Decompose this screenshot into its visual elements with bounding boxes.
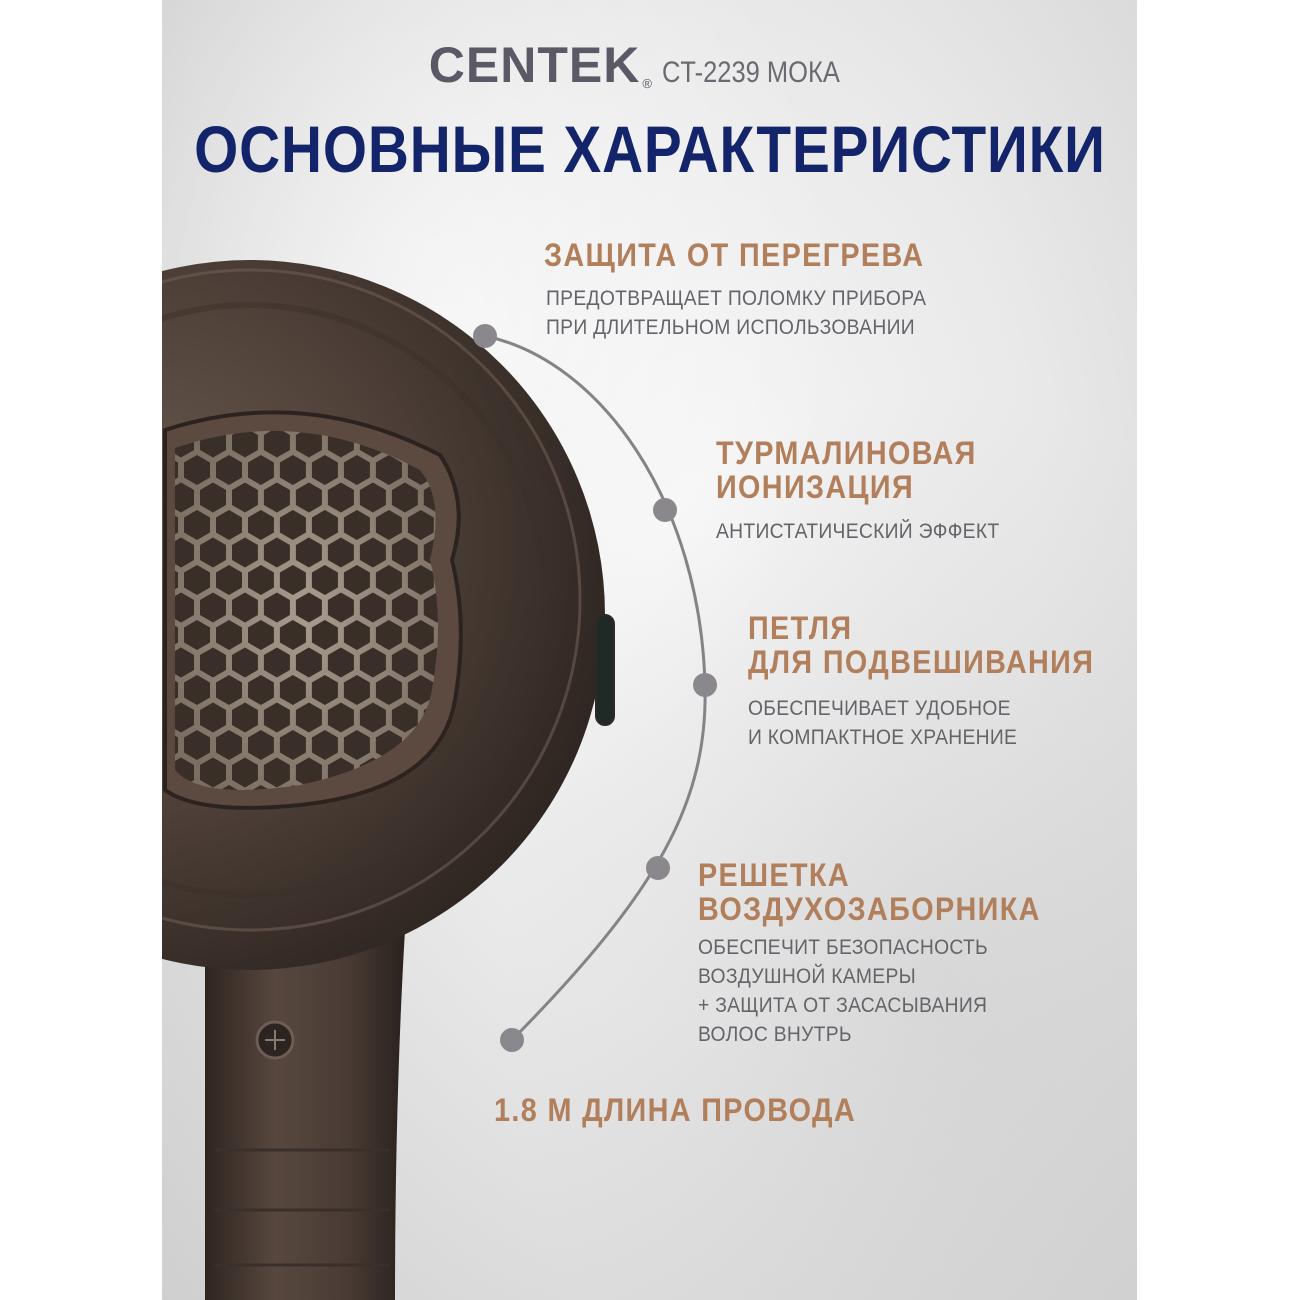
feature-dot-4 xyxy=(646,856,670,880)
feature-title-hanging-loop: ПЕТЛЯ ДЛЯ ПОДВЕШИВАНИЯ xyxy=(748,610,1095,680)
feature-dot-3 xyxy=(693,673,717,697)
feature-title-intake-grill: РЕШЕТКА ВОЗДУХОЗАБОРНИКА xyxy=(698,857,1041,927)
feature-desc-intake-grill: ОБЕСПЕЧИТ БЕЗОПАСНОСТЬ ВОЗДУШНОЙ КАМЕРЫ + ЗАЩИТА ОТ ЗАСАСЫВАНИЯ ВОЛОС ВНУТРЬ xyxy=(698,936,989,1046)
feature-desc-ionization: АНТИСТАТИЧЕСКИЙ ЭФФЕКТ xyxy=(716,520,1000,543)
model-name: CT-2239 МОКА xyxy=(661,56,840,89)
registered-mark: ® xyxy=(642,76,652,91)
feature-dot-1 xyxy=(473,324,497,348)
brand-logo: CENTEK xyxy=(428,37,641,93)
feature-desc-overheat: ПРЕДОТВРАЩАЕТ ПОЛОМКУ ПРИБОРА ПРИ ДЛИТЕЛЬНОМ ИСПОЛЬЗОВАНИИ xyxy=(546,287,927,339)
feature-dot-5 xyxy=(500,1028,524,1052)
feature-desc-hanging-loop: ОБЕСПЕЧИВАЕТ УДОБНОЕ И КОМПАКТНОЕ ХРАНЕНИЕ xyxy=(748,697,1018,749)
feature-title-ionization: ТУРМАЛИНОВАЯ ИОНИЗАЦИЯ xyxy=(716,435,977,505)
feature-dot-2 xyxy=(653,498,677,522)
page-title: ОСНОВНЫЕ ХАРАКТЕРИСТИКИ xyxy=(194,112,1106,186)
brand-header xyxy=(0,30,1300,93)
feature-title-cord-length: 1.8 М ДЛИНА ПРОВОДА xyxy=(494,1092,857,1128)
feature-title-overheat: ЗАЩИТА ОТ ПЕРЕГРЕВА xyxy=(544,237,925,273)
connector-line xyxy=(485,336,705,1040)
